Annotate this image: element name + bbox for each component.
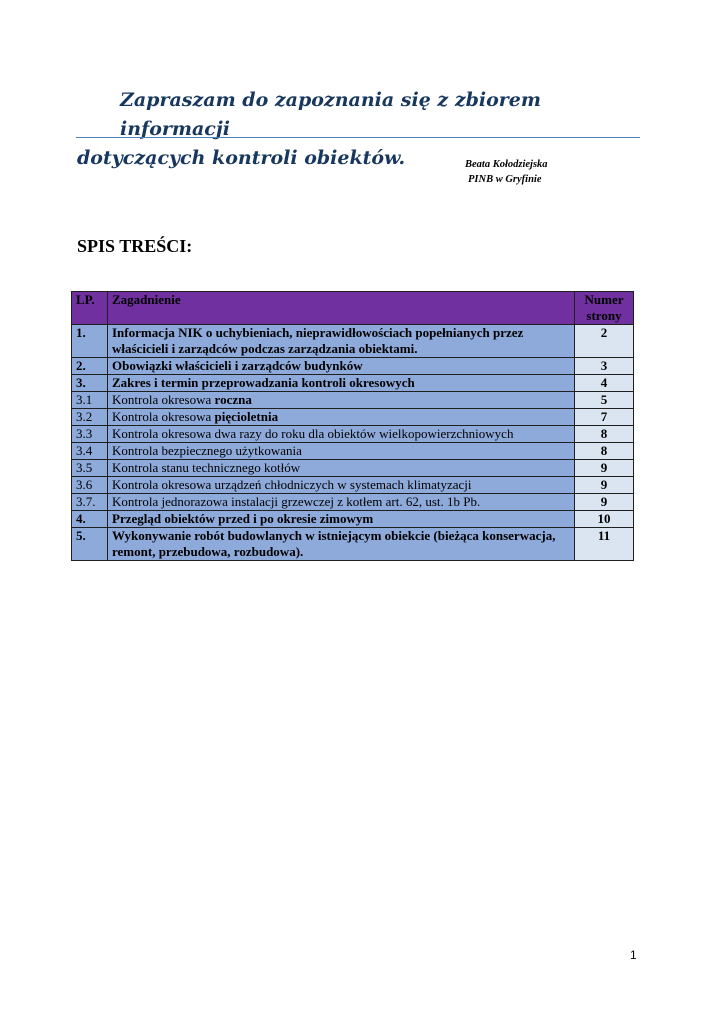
page-number: 1 xyxy=(630,948,637,962)
row-page: 3 xyxy=(575,358,634,375)
row-page: 10 xyxy=(575,511,634,528)
row-lp: 5. xyxy=(72,528,108,561)
row-lp: 2. xyxy=(72,358,108,375)
table-row xyxy=(72,358,634,375)
table-row xyxy=(72,325,634,358)
table-row xyxy=(72,392,634,409)
row-topic-prefix: Kontrola okresowa xyxy=(112,392,215,407)
toc-table xyxy=(71,291,634,561)
row-topic: Kontrola bezpiecznego użytkowania xyxy=(108,443,575,460)
row-lp: 3.1 xyxy=(72,392,108,409)
row-topic: Informacja NIK o uchybieniach, nieprawidłowościach popełnianych przez właścicieli i zarządców podczas zarządzania obiektami. xyxy=(108,325,575,358)
row-page: 9 xyxy=(575,460,634,477)
heading-line-1: Zapraszam do zapoznania się z zbiorem informacji xyxy=(120,89,541,140)
row-lp: 3.3 xyxy=(72,426,108,443)
row-page: 2 xyxy=(575,325,634,358)
row-lp: 1. xyxy=(72,325,108,358)
row-topic xyxy=(108,392,575,409)
row-page: 7 xyxy=(575,409,634,426)
row-topic: Kontrola okresowa dwa razy do roku dla obiektów wielkopowierzchniowych xyxy=(108,426,575,443)
row-page: 9 xyxy=(575,494,634,511)
row-topic: Obowiązki właścicieli i zarządców budynków xyxy=(108,358,575,375)
row-lp: 3. xyxy=(72,375,108,392)
table-row xyxy=(72,443,634,460)
row-page: 11 xyxy=(575,528,634,561)
row-topic xyxy=(108,409,575,426)
row-page: 5 xyxy=(575,392,634,409)
author-name: Beata Kołodziejska xyxy=(465,159,548,170)
row-topic: Kontrola stanu technicznego kotłów xyxy=(108,460,575,477)
column-header-topic: Zagadnienie xyxy=(108,292,575,325)
column-header-page: Numer strony xyxy=(575,292,634,325)
row-lp: 4. xyxy=(72,511,108,528)
author-office: PINB w Gryfinie xyxy=(468,174,542,185)
author-block xyxy=(465,157,548,187)
row-topic-emphasis: pięcioletnia xyxy=(214,409,279,424)
table-row xyxy=(72,375,634,392)
row-lp: 3.6 xyxy=(72,477,108,494)
heading-underline xyxy=(76,137,640,138)
row-topic-prefix: Kontrola okresowa xyxy=(112,409,215,424)
row-page: 9 xyxy=(575,477,634,494)
table-row xyxy=(72,494,634,511)
table-row xyxy=(72,426,634,443)
row-topic: Wykonywanie robót budowlanych w istniejącym obiekcie (bieżąca konserwacja, remont, przebudowa, rozbudowa). xyxy=(108,528,575,561)
row-topic: Kontrola okresowa urządzeń chłodniczych w systemach klimatyzacji xyxy=(108,477,575,494)
heading-line-2: dotyczących kontroli obiektów. xyxy=(77,147,406,169)
toc-header-row xyxy=(72,292,634,325)
row-topic: Kontrola jednorazowa instalacji grzewczej z kotłem art. 62, ust. 1b Pb. xyxy=(108,494,575,511)
row-lp: 3.2 xyxy=(72,409,108,426)
table-row xyxy=(72,409,634,426)
table-row xyxy=(72,528,634,561)
row-topic: Przegląd obiektów przed i po okresie zimowym xyxy=(108,511,575,528)
row-page: 8 xyxy=(575,443,634,460)
column-header-lp: LP. xyxy=(72,292,108,325)
table-row xyxy=(72,511,634,528)
row-lp: 3.4 xyxy=(72,443,108,460)
row-lp: 3.5 xyxy=(72,460,108,477)
toc-title: SPIS TREŚCI: xyxy=(77,236,193,256)
row-topic: Zakres i termin przeprowadzania kontroli okresowych xyxy=(108,375,575,392)
table-row xyxy=(72,460,634,477)
row-page: 8 xyxy=(575,426,634,443)
table-row xyxy=(72,477,634,494)
row-lp: 3.7. xyxy=(72,494,108,511)
document-heading xyxy=(77,86,639,173)
row-page: 4 xyxy=(575,375,634,392)
row-topic-emphasis: roczna xyxy=(214,392,252,407)
